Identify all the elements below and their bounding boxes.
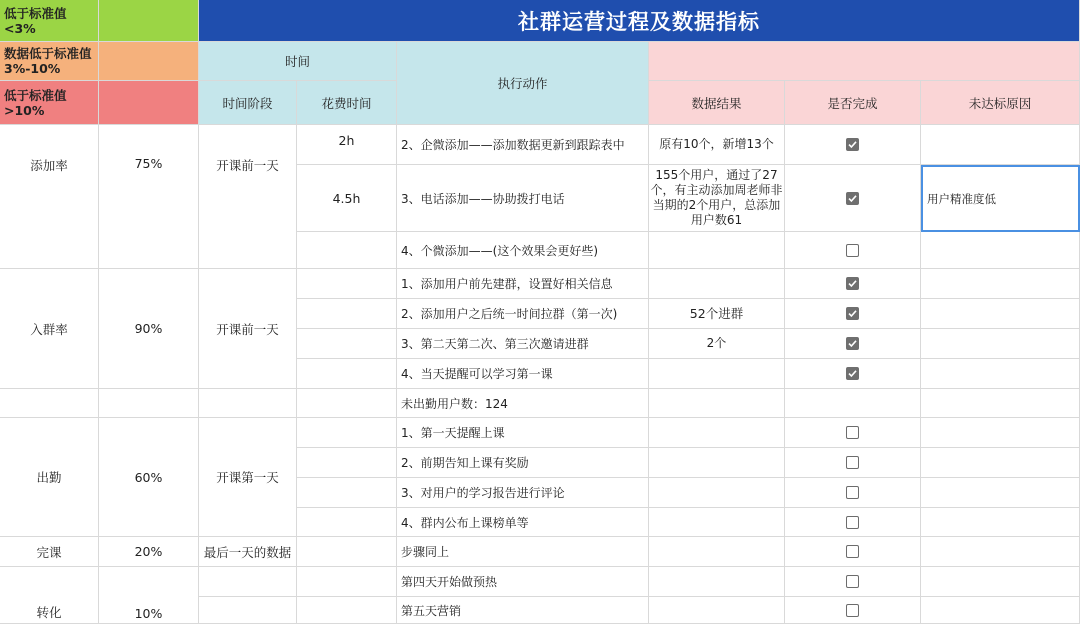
row-1-result-cell[interactable] bbox=[649, 125, 785, 165]
row-11-result-cell[interactable] bbox=[649, 478, 785, 508]
check-icon bbox=[847, 278, 858, 289]
row-11-time-cell[interactable] bbox=[297, 478, 397, 508]
rate-convert[interactable] bbox=[99, 567, 199, 624]
page-title-text: 社群运营过程及数据指标 bbox=[518, 9, 760, 34]
row-2-time-cell[interactable] bbox=[297, 165, 397, 232]
unchecked-checkbox[interactable] bbox=[846, 604, 859, 617]
row-7-time-cell[interactable] bbox=[297, 359, 397, 389]
header-time-text: 时间 bbox=[284, 54, 310, 69]
row-5-result-text: 52个进群 bbox=[689, 306, 744, 321]
row-5-done-cell[interactable] bbox=[785, 299, 921, 329]
metric-convert-text: 转化 bbox=[36, 605, 62, 620]
blank-cell[interactable] bbox=[199, 389, 297, 418]
checked-checkbox[interactable] bbox=[846, 192, 859, 205]
row-2-done-cell[interactable] bbox=[785, 165, 921, 232]
checked-checkbox[interactable] bbox=[846, 337, 859, 350]
row-3-action-text: 4、个微添加——(这个效果会更好些) bbox=[401, 243, 598, 258]
header-result-text: 数据结果 bbox=[691, 95, 742, 111]
metric-attend[interactable] bbox=[0, 418, 99, 537]
metric-convert[interactable] bbox=[0, 567, 99, 624]
row-1-action-text: 2、企微添加——添加数据更新到跟踪表中 bbox=[401, 138, 625, 152]
row-7-action-text: 4、当天提醒可以学习第一课 bbox=[401, 367, 553, 381]
row-6-action-cell[interactable] bbox=[397, 329, 649, 359]
row-5-result-cell[interactable] bbox=[649, 299, 785, 329]
row-6-result-cell[interactable] bbox=[649, 329, 785, 359]
row-6-time-cell[interactable] bbox=[297, 329, 397, 359]
stage-finish-text: 最后一天的数据 bbox=[203, 544, 292, 560]
metric-join-text: 入群率 bbox=[30, 321, 68, 337]
metric-add-text: 添加率 bbox=[30, 158, 68, 173]
legend-green[interactable] bbox=[0, 0, 99, 42]
rate-add[interactable] bbox=[99, 125, 199, 269]
row-2-time-text: 4.5h bbox=[332, 190, 361, 206]
stage-attend-text: 开课第一天 bbox=[216, 470, 279, 485]
row-13-done-cell[interactable] bbox=[785, 537, 921, 567]
row-12-result-cell[interactable] bbox=[649, 508, 785, 537]
header-time[interactable] bbox=[199, 42, 397, 81]
rate-finish[interactable] bbox=[99, 537, 199, 567]
row-5-action-text: 2、添加用户之后统一时间拉群（第一次) bbox=[401, 307, 618, 321]
row-12-action-cell[interactable] bbox=[397, 508, 649, 537]
blank-cell[interactable] bbox=[0, 389, 99, 418]
row-1-reason-cell[interactable] bbox=[921, 125, 1080, 165]
row-1-done-cell[interactable] bbox=[785, 125, 921, 165]
row-12-done-cell[interactable] bbox=[785, 508, 921, 537]
row-10-done-cell[interactable] bbox=[785, 448, 921, 478]
stage-attend[interactable] bbox=[199, 418, 297, 537]
row-2-reason-text: 用户精准度低 bbox=[927, 191, 996, 206]
row-2-reason-cell[interactable] bbox=[921, 165, 1080, 232]
row-13-action-cell[interactable] bbox=[397, 537, 649, 567]
check-icon bbox=[847, 338, 858, 349]
row-11-action-cell[interactable] bbox=[397, 478, 649, 508]
row-8-action-text: 未出勤用户数：124 bbox=[401, 396, 508, 411]
row-1-time-cell[interactable] bbox=[297, 125, 397, 165]
rate-finish-text: 20% bbox=[134, 544, 163, 559]
row-9-reason-cell[interactable] bbox=[921, 418, 1080, 448]
header-action-text: 执行动作 bbox=[497, 76, 548, 91]
row-12-reason-cell[interactable] bbox=[921, 508, 1080, 537]
checked-checkbox[interactable] bbox=[846, 307, 859, 320]
row-7-action-cell[interactable] bbox=[397, 359, 649, 389]
row-8-time-cell[interactable] bbox=[297, 389, 397, 418]
row-1-time-text: 2h bbox=[338, 133, 355, 148]
row-15-time-cell[interactable] bbox=[297, 597, 397, 624]
row-14-time-cell[interactable] bbox=[297, 567, 397, 597]
unchecked-checkbox[interactable] bbox=[846, 486, 859, 499]
row-4-action-cell[interactable] bbox=[397, 269, 649, 299]
checked-checkbox[interactable] bbox=[846, 138, 859, 151]
legend-orange[interactable] bbox=[0, 42, 99, 81]
row-1-result-text: 原有10个，新增13个 bbox=[659, 137, 774, 151]
row-8-action-cell[interactable] bbox=[397, 389, 649, 418]
row-15-action-cell[interactable] bbox=[397, 597, 649, 624]
row-10-reason-cell[interactable] bbox=[921, 448, 1080, 478]
legend-red[interactable] bbox=[0, 81, 99, 125]
unchecked-checkbox[interactable] bbox=[846, 545, 859, 558]
unchecked-checkbox[interactable] bbox=[846, 575, 859, 588]
row-11-reason-cell[interactable] bbox=[921, 478, 1080, 508]
row-7-result-cell[interactable] bbox=[649, 359, 785, 389]
stage-add-text: 开课前一天 bbox=[216, 158, 279, 173]
row-9-time-cell[interactable] bbox=[297, 418, 397, 448]
header-time-spent[interactable] bbox=[297, 81, 397, 125]
row-4-result-cell[interactable] bbox=[649, 269, 785, 299]
row-8-reason-cell[interactable] bbox=[921, 389, 1080, 418]
metric-finish[interactable] bbox=[0, 537, 99, 567]
row-2-action-text: 3、电话添加——协助拨打电话 bbox=[401, 191, 565, 206]
row-15-reason-cell[interactable] bbox=[921, 597, 1080, 624]
row-5-time-cell[interactable] bbox=[297, 299, 397, 329]
legend-red-text: 低于标准值>10% bbox=[4, 87, 67, 118]
row-1-action-cell[interactable] bbox=[397, 125, 649, 165]
metric-finish-text: 完课 bbox=[36, 544, 62, 560]
header-time-spent-text: 花费时间 bbox=[321, 95, 372, 111]
blank-cell[interactable] bbox=[199, 567, 297, 597]
page-title[interactable] bbox=[199, 0, 1080, 42]
row-4-action-text: 1、添加用户前先建群，设置好相关信息 bbox=[401, 277, 613, 291]
legend-orange-text: 数据低于标准值3%-10% bbox=[4, 46, 92, 76]
row-13-action-text: 步骤同上 bbox=[401, 545, 450, 559]
rate-attend[interactable] bbox=[99, 418, 199, 537]
header-done[interactable] bbox=[785, 81, 921, 125]
row-7-reason-cell[interactable] bbox=[921, 359, 1080, 389]
rate-join-text: 90% bbox=[134, 321, 163, 336]
stage-add[interactable] bbox=[199, 125, 297, 269]
row-13-time-cell[interactable] bbox=[297, 537, 397, 567]
row-3-action-cell[interactable] bbox=[397, 232, 649, 269]
row-13-result-cell[interactable] bbox=[649, 537, 785, 567]
row-4-reason-cell[interactable] bbox=[921, 269, 1080, 299]
checked-checkbox[interactable] bbox=[846, 277, 859, 290]
blank-cell[interactable] bbox=[199, 597, 297, 624]
check-icon bbox=[847, 308, 858, 319]
row-12-time-cell[interactable] bbox=[297, 508, 397, 537]
checked-checkbox[interactable] bbox=[846, 367, 859, 380]
row-14-result-cell[interactable] bbox=[649, 567, 785, 597]
row-7-done-cell[interactable] bbox=[785, 359, 921, 389]
header-time-stage-text: 时间阶段 bbox=[222, 95, 273, 111]
row-8-result-cell[interactable] bbox=[649, 389, 785, 418]
header-action[interactable] bbox=[397, 42, 649, 125]
row-5-reason-cell[interactable] bbox=[921, 299, 1080, 329]
row-3-result-cell[interactable] bbox=[649, 232, 785, 269]
stage-join[interactable] bbox=[199, 269, 297, 389]
rate-add-text: 75% bbox=[134, 156, 163, 171]
row-10-time-cell[interactable] bbox=[297, 448, 397, 478]
row-9-action-text: 1、第一天提醒上课 bbox=[401, 426, 505, 440]
unchecked-checkbox[interactable] bbox=[846, 426, 859, 439]
check-icon bbox=[847, 139, 858, 150]
row-5-action-cell[interactable] bbox=[397, 299, 649, 329]
rate-join[interactable] bbox=[99, 269, 199, 389]
check-icon bbox=[847, 368, 858, 379]
unchecked-checkbox[interactable] bbox=[846, 516, 859, 529]
stage-finish[interactable] bbox=[199, 537, 297, 567]
row-3-done-cell[interactable] bbox=[785, 232, 921, 269]
metric-add[interactable] bbox=[0, 125, 99, 269]
legend-red-fill[interactable] bbox=[99, 81, 199, 125]
row-9-done-cell[interactable] bbox=[785, 418, 921, 448]
row-15-action-text: 第五天营销 bbox=[401, 603, 462, 618]
unchecked-checkbox[interactable] bbox=[846, 244, 859, 257]
rate-attend-text: 60% bbox=[134, 469, 163, 485]
row-4-done-cell[interactable] bbox=[785, 269, 921, 299]
header-done-text: 是否完成 bbox=[827, 95, 878, 111]
row-6-result-text: 2个 bbox=[706, 336, 727, 350]
unchecked-checkbox[interactable] bbox=[846, 456, 859, 469]
row-6-reason-cell[interactable] bbox=[921, 329, 1080, 359]
row-11-action-text: 3、对用户的学习报告进行评论 bbox=[401, 486, 565, 500]
row-10-action-text: 2、前期告知上课有奖励 bbox=[401, 456, 529, 470]
metric-attend-text: 出勤 bbox=[36, 470, 62, 485]
row-11-done-cell[interactable] bbox=[785, 478, 921, 508]
legend-green-fill[interactable] bbox=[99, 0, 199, 42]
row-6-action-text: 3、第二天第二次、第三次邀请进群 bbox=[401, 337, 589, 351]
row-8-done-cell[interactable] bbox=[785, 389, 921, 418]
row-14-reason-cell[interactable] bbox=[921, 567, 1080, 597]
row-14-done-cell[interactable] bbox=[785, 567, 921, 597]
row-10-action-cell[interactable] bbox=[397, 448, 649, 478]
check-icon bbox=[847, 193, 858, 204]
row-14-action-cell[interactable] bbox=[397, 567, 649, 597]
header-result-group[interactable] bbox=[649, 42, 1080, 81]
header-time-stage[interactable] bbox=[199, 81, 297, 125]
blank-cell[interactable] bbox=[99, 389, 199, 418]
header-reason-text: 未达标原因 bbox=[968, 95, 1032, 111]
legend-green-text: 低于标准值<3% bbox=[4, 5, 67, 36]
row-3-time-cell[interactable] bbox=[297, 232, 397, 269]
header-reason[interactable] bbox=[921, 81, 1080, 125]
row-9-result-cell[interactable] bbox=[649, 418, 785, 448]
row-2-action-cell[interactable] bbox=[397, 165, 649, 232]
row-3-reason-cell[interactable] bbox=[921, 232, 1080, 269]
header-result[interactable] bbox=[649, 81, 785, 125]
row-4-time-cell[interactable] bbox=[297, 269, 397, 299]
row-2-result-text: 155个用户，通过了27个，有主动添加周老师非当期的2个用户，总添加用户数61 bbox=[650, 168, 783, 227]
row-13-reason-cell[interactable] bbox=[921, 537, 1080, 567]
row-14-action-text: 第四天开始做预热 bbox=[401, 575, 498, 589]
row-6-done-cell[interactable] bbox=[785, 329, 921, 359]
row-15-done-cell[interactable] bbox=[785, 597, 921, 624]
stage-join-text: 开课前一天 bbox=[216, 321, 279, 337]
metric-join[interactable] bbox=[0, 269, 99, 389]
row-2-result-cell[interactable] bbox=[649, 165, 785, 232]
row-15-result-cell[interactable] bbox=[649, 597, 785, 624]
row-9-action-cell[interactable] bbox=[397, 418, 649, 448]
row-10-result-cell[interactable] bbox=[649, 448, 785, 478]
legend-orange-fill[interactable] bbox=[99, 42, 199, 81]
row-12-action-text: 4、群内公布上课榜单等 bbox=[401, 515, 529, 530]
rate-convert-text: 10% bbox=[134, 606, 163, 621]
